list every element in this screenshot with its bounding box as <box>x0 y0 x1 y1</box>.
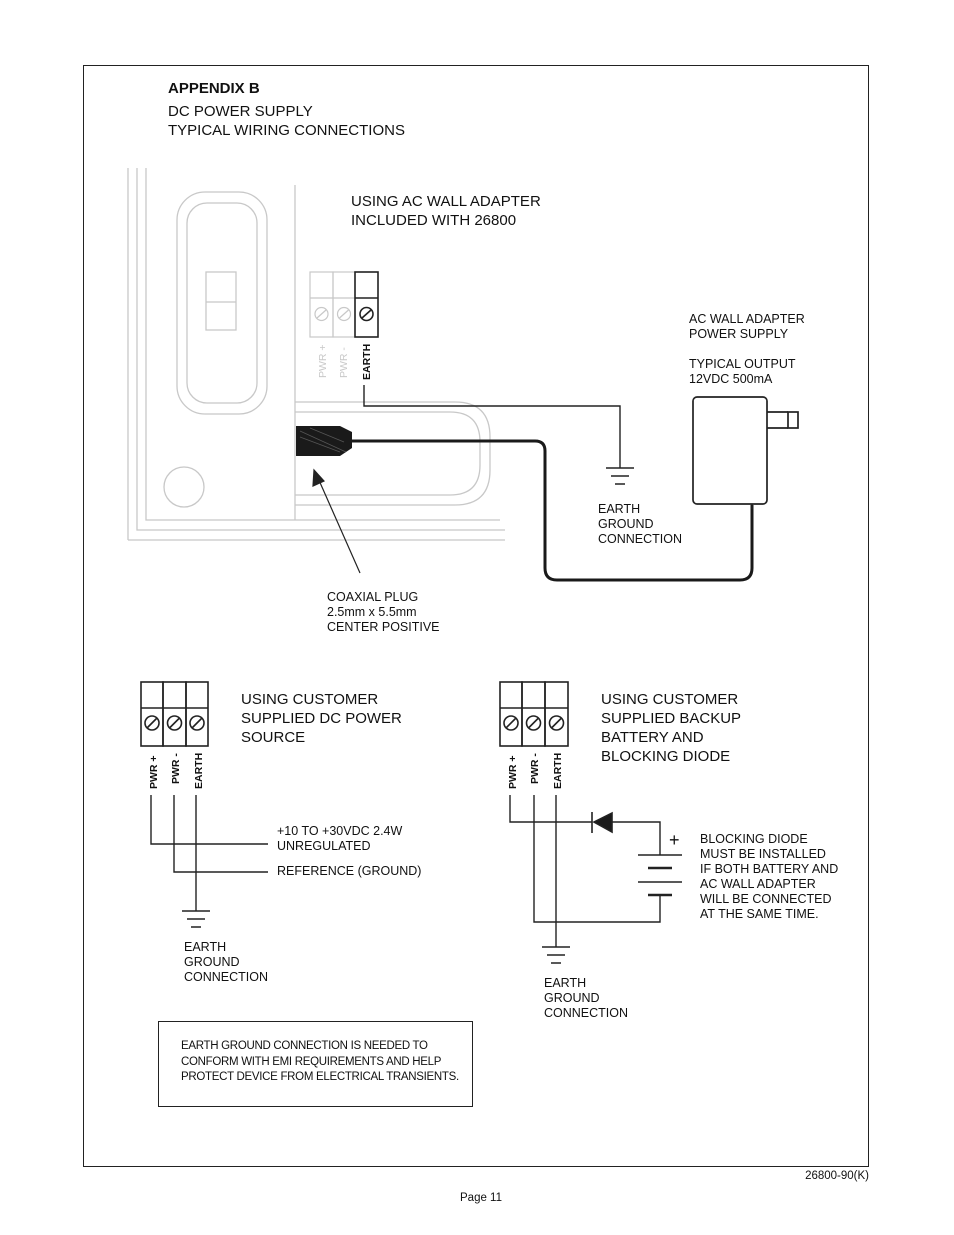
note-line: CONFORM WITH EMI REQUIREMENTS AND HELP <box>181 1055 442 1068</box>
battery-terminal-label-pwr-minus: PWR - <box>529 753 541 784</box>
dc-wires <box>151 795 268 927</box>
output-line: 12VDC 500mA <box>689 372 773 386</box>
battery-symbol <box>638 855 682 895</box>
earth-line: EARTH <box>544 976 587 990</box>
coaxial-plug-label <box>327 590 440 635</box>
earth-line: GROUND <box>184 955 240 969</box>
dc-terminal-label-earth: EARTH <box>193 752 205 789</box>
earth-line: GROUND <box>544 991 600 1005</box>
dc-title-line: SOURCE <box>241 729 306 746</box>
earth-line: CONNECTION <box>598 532 683 546</box>
dc-terminal-block <box>141 682 208 746</box>
note-text <box>181 1039 459 1086</box>
appendix-title: APPENDIX B <box>168 80 260 97</box>
dc-title-line: USING CUSTOMER <box>241 691 379 708</box>
battery-title-line: USING CUSTOMER <box>601 691 739 708</box>
dc-cable <box>350 441 752 580</box>
subtitle-line: DC POWER SUPPLY <box>168 103 313 120</box>
ac-terminal-block-faint <box>310 272 355 337</box>
battery-title-line: BATTERY AND <box>601 729 704 746</box>
ac-title-line: USING AC WALL ADAPTER <box>351 193 541 210</box>
ac-earth-wire <box>364 385 634 484</box>
plug-line: 2.5mm x 5.5mm <box>327 605 417 619</box>
ac-earth-terminal <box>355 272 378 337</box>
ac-title-line: INCLUDED WITH 26800 <box>351 212 517 229</box>
dc-supply-label <box>277 824 402 854</box>
dc-section-title <box>241 690 402 747</box>
ac-earth-ground-label <box>598 502 682 547</box>
earth-line: CONNECTION <box>184 970 269 984</box>
ac-section-title <box>351 192 541 230</box>
diode-note-line: WILL BE CONNECTED <box>700 892 832 906</box>
diode-note-line: AT THE SAME TIME. <box>700 907 819 921</box>
blocking-diode-note <box>700 832 838 922</box>
battery-terminal-label-earth: EARTH <box>552 752 564 789</box>
ac-terminal-label-earth: EARTH <box>361 343 373 380</box>
earth-line: EARTH <box>184 940 227 954</box>
document-number: 26800-90(K) <box>805 1170 869 1182</box>
battery-section-title <box>601 690 741 766</box>
typical-output-label <box>689 357 796 387</box>
note-line: PROTECT DEVICE FROM ELECTRICAL TRANSIENTS. <box>181 1071 459 1083</box>
adapter-line: AC WALL ADAPTER <box>689 312 805 326</box>
earth-line: CONNECTION <box>544 1006 629 1020</box>
diode-note-line: MUST BE INSTALLED <box>700 847 826 861</box>
diode-note-line: BLOCKING DIODE <box>700 832 808 846</box>
earth-line: GROUND <box>598 517 654 531</box>
ac-terminal-label-pwr-plus: PWR + <box>317 344 329 378</box>
earth-ground-note-box <box>158 1021 473 1107</box>
reference-ground-label: REFERENCE (GROUND) <box>277 864 422 878</box>
battery-wires <box>510 795 660 963</box>
output-line: TYPICAL OUTPUT <box>689 357 796 371</box>
subtitle-line: TYPICAL WIRING CONNECTIONS <box>168 122 405 139</box>
adapter-line: POWER SUPPLY <box>689 327 789 341</box>
earth-line: EARTH <box>598 502 641 516</box>
supply-line: UNREGULATED <box>277 839 371 853</box>
page-subtitle <box>168 102 405 140</box>
dc-terminal-label-pwr-plus: PWR + <box>148 755 160 789</box>
ac-wall-adapter <box>693 397 798 509</box>
supply-line: +10 TO +30VDC 2.4W <box>277 824 403 838</box>
note-line: EARTH GROUND CONNECTION IS NEEDED TO <box>181 1040 428 1052</box>
plug-line: COAXIAL PLUG <box>327 590 419 604</box>
diode-note-line: AC WALL ADAPTER <box>700 877 816 891</box>
blocking-diode <box>592 812 612 833</box>
dc-terminal-label-pwr-minus: PWR - <box>170 753 182 784</box>
page-number: Page 11 <box>460 1192 502 1204</box>
battery-terminal-block <box>500 682 568 746</box>
battery-title-line: BLOCKING DIODE <box>601 748 731 765</box>
dc-earth-ground-label <box>184 940 268 985</box>
battery-terminal-label-pwr-plus: PWR + <box>507 755 519 789</box>
battery-title-line: SUPPLIED BACKUP <box>601 710 742 727</box>
battery-plus-sign: + <box>669 830 680 850</box>
ac-adapter-label <box>689 312 805 342</box>
diode-note-line: IF BOTH BATTERY AND <box>700 862 839 876</box>
plug-pointer-arrow <box>313 470 360 573</box>
battery-earth-ground-label <box>544 976 628 1021</box>
dc-title-line: SUPPLIED DC POWER <box>241 710 402 727</box>
coaxial-plug <box>296 426 352 456</box>
plug-line: CENTER POSITIVE <box>327 620 440 634</box>
ac-terminal-label-pwr-minus: PWR - <box>338 347 350 378</box>
